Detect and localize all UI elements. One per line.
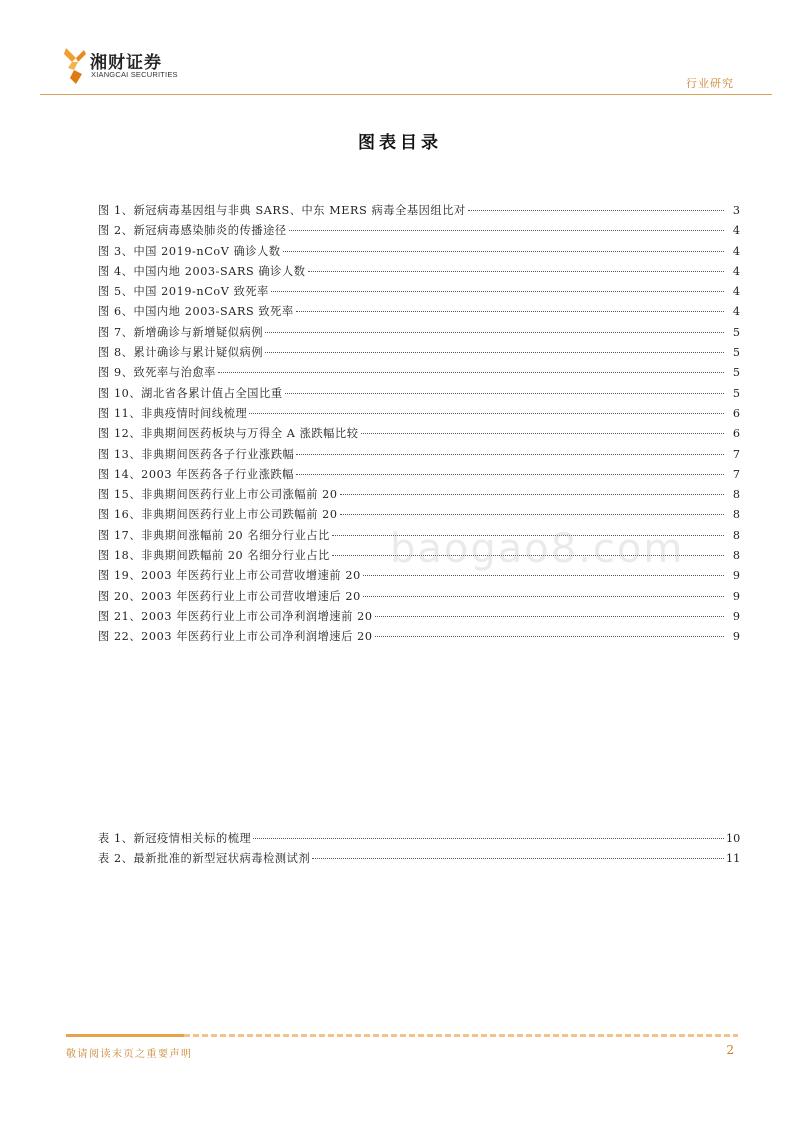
dot-leader [265, 352, 724, 353]
brand-name-en: XIANGCAI SECURITIES [91, 70, 178, 79]
toc-entry[interactable] [98, 243, 740, 263]
dot-leader [375, 616, 724, 617]
toc-entry-page: 10 [726, 832, 741, 845]
dot-leader [312, 858, 724, 859]
toc-entry-label: 图 10、湖北省各累计值占全国比重 [98, 386, 283, 400]
toc-entry-page: 5 [732, 386, 740, 400]
toc-entry[interactable] [98, 850, 740, 870]
toc-entry-label: 图 2、新冠病毒感染肺炎的传播途径 [98, 224, 287, 238]
disclaimer-note: 敬请阅读末页之重要声明 [66, 1049, 193, 1060]
toc-entry-page: 4 [732, 224, 740, 238]
toc-entry-page: 8 [732, 488, 740, 502]
dot-leader [253, 838, 724, 839]
page-title: 图表目录 [358, 133, 442, 153]
toc-entry-page: 3 [732, 204, 740, 217]
dot-leader [340, 514, 724, 515]
toc-entry[interactable] [98, 628, 740, 648]
toc-entry[interactable] [98, 303, 740, 323]
toc-entry[interactable] [98, 344, 740, 364]
toc-entry-label: 图 9、致死率与治愈率 [98, 366, 216, 380]
brand-name-cn: 湘财证券 [90, 53, 162, 73]
toc-entry[interactable] [98, 567, 740, 587]
xiangcai-logo-icon [62, 44, 88, 88]
dot-leader [265, 332, 724, 333]
dot-leader [332, 535, 724, 536]
page-number: 2 [726, 1043, 734, 1057]
toc-entry-label: 图 1、新冠病毒基因组与非典 SARS、中东 MERS 病毒全基因组比对 [98, 204, 466, 217]
toc-entry[interactable] [98, 830, 740, 850]
toc-entry[interactable] [98, 446, 740, 466]
toc-entry-label: 图 11、非典疫情时间线梳理 [98, 406, 248, 420]
toc-entry-label: 图 19、2003 年医药行业上市公司营收增速前 20 [98, 569, 361, 583]
toc-entry[interactable] [98, 608, 740, 628]
company-logo [62, 44, 222, 88]
dot-leader [249, 413, 724, 414]
toc-entry-label: 表 2、最新批准的新型冠状病毒检测试剂 [98, 852, 311, 866]
toc-entry[interactable] [98, 547, 740, 567]
toc-entry-label: 图 14、2003 年医药各子行业涨跌幅 [98, 467, 295, 481]
toc-entry-page: 7 [732, 447, 740, 461]
toc-entry-label: 图 5、中国 2019-nCoV 致死率 [98, 285, 269, 299]
toc-entry-page: 8 [732, 528, 740, 542]
toc-entry[interactable] [98, 364, 740, 384]
dot-leader [361, 433, 724, 434]
toc-entry[interactable] [98, 222, 740, 242]
toc-entry[interactable] [98, 385, 740, 405]
dot-leader [363, 575, 724, 576]
toc-entry-page: 9 [732, 589, 740, 603]
toc-entry-label: 图 22、2003 年医药行业上市公司净利润增速后 20 [98, 630, 373, 644]
toc-entry[interactable] [98, 486, 740, 506]
toc-entry-label: 图 4、中国内地 2003-SARS 确诊人数 [98, 264, 306, 278]
header-divider [40, 94, 772, 95]
toc-entry-page: 5 [732, 325, 740, 339]
toc-entry[interactable] [98, 263, 740, 283]
toc-entry[interactable] [98, 506, 740, 526]
dot-leader [363, 596, 724, 597]
footer-divider-dashed [184, 1034, 738, 1037]
toc-entry-label: 图 20、2003 年医药行业上市公司营收增速后 20 [98, 589, 361, 603]
toc-entry-label: 图 3、中国 2019-nCoV 确诊人数 [98, 244, 281, 258]
dot-leader [296, 454, 724, 455]
dot-leader [332, 555, 724, 556]
toc-entry-page: 4 [732, 285, 740, 299]
toc-entry[interactable] [98, 405, 740, 425]
toc-entry-label: 图 12、非典期间医药板块与万得全 A 涨跌幅比较 [98, 427, 359, 441]
toc-entry-page: 4 [732, 305, 740, 319]
toc-entry-page: 6 [732, 427, 740, 441]
toc-entry-page: 8 [732, 549, 740, 563]
toc-entry-page: 4 [732, 264, 740, 278]
toc-entry-label: 图 6、中国内地 2003-SARS 致死率 [98, 305, 294, 319]
table-toc-list [98, 830, 740, 871]
dot-leader [218, 372, 724, 373]
toc-entry-page: 9 [732, 609, 740, 623]
toc-entry-page: 7 [732, 467, 740, 481]
dot-leader [285, 393, 724, 394]
watermark: baogao8.com [390, 526, 685, 572]
toc-entry-page: 6 [732, 406, 740, 420]
toc-entry-page: 5 [732, 366, 740, 380]
dot-leader [296, 311, 724, 312]
toc-entry-page: 9 [732, 569, 740, 583]
toc-entry-label: 图 15、非典期间医药行业上市公司涨幅前 20 [98, 488, 338, 502]
toc-entry-label: 图 8、累计确诊与累计疑似病例 [98, 346, 264, 360]
toc-entry[interactable] [98, 283, 740, 303]
dot-leader [283, 251, 724, 252]
dot-leader [375, 636, 724, 637]
dot-leader [296, 474, 724, 475]
figure-toc-list [98, 202, 740, 649]
footer-divider-solid [66, 1034, 184, 1037]
toc-entry-label: 图 18、非典期间跌幅前 20 名细分行业占比 [98, 549, 330, 563]
toc-entry[interactable] [98, 588, 740, 608]
dot-leader [468, 210, 724, 211]
toc-entry-label: 图 13、非典期间医药各子行业涨跌幅 [98, 447, 295, 461]
toc-entry-label: 图 21、2003 年医药行业上市公司净利润增速前 20 [98, 609, 373, 623]
toc-entry-page: 11 [726, 852, 741, 866]
section-tag: 行业研究 [686, 77, 734, 90]
toc-entry-page: 4 [732, 244, 740, 258]
toc-entry[interactable] [98, 527, 740, 547]
dot-leader [271, 291, 724, 292]
toc-entry-label: 图 17、非典期间涨幅前 20 名细分行业占比 [98, 528, 330, 542]
dot-leader [289, 230, 724, 231]
toc-entry-page: 9 [732, 630, 740, 644]
toc-entry[interactable] [98, 425, 740, 445]
toc-entry-page: 8 [732, 508, 740, 522]
toc-entry[interactable] [98, 202, 740, 222]
toc-entry-page: 5 [732, 346, 740, 360]
toc-entry-label: 表 1、新冠疫情相关标的梳理 [98, 832, 252, 845]
dot-leader [340, 494, 724, 495]
toc-entry-label: 图 16、非典期间医药行业上市公司跌幅前 20 [98, 508, 338, 522]
dot-leader [308, 271, 724, 272]
footer-divider [66, 1034, 738, 1037]
toc-entry[interactable] [98, 324, 740, 344]
toc-entry-label: 图 7、新增确诊与新增疑似病例 [98, 325, 264, 339]
toc-entry[interactable] [98, 466, 740, 486]
